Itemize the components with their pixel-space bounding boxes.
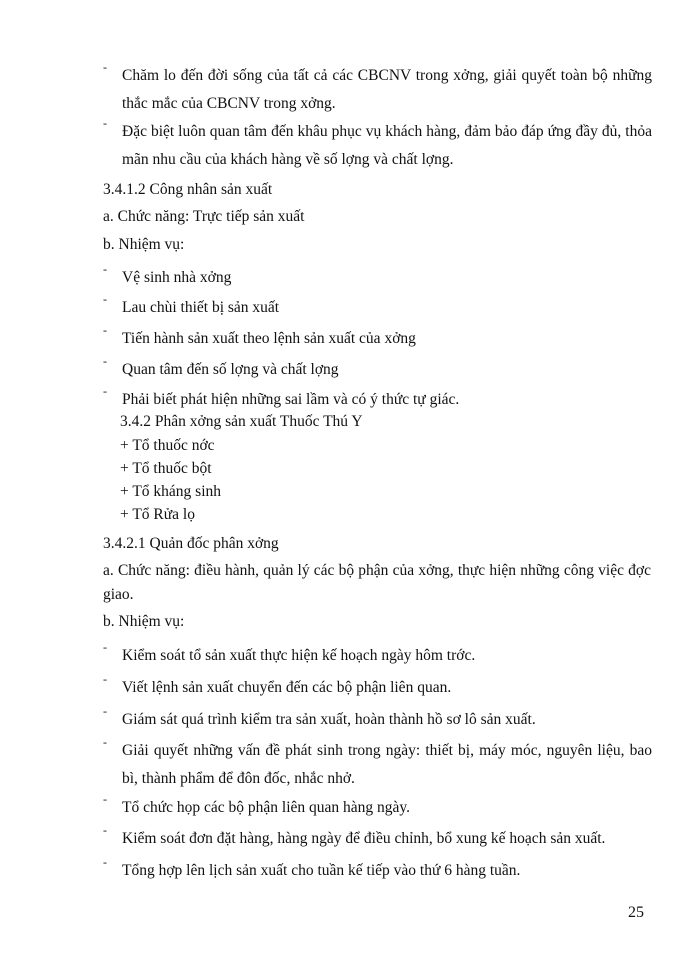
duty-line: b. Nhiệm vụ: [103, 236, 185, 253]
bullet-dash: - [103, 323, 107, 337]
list-item-text: Vệ sinh nhà xởng [122, 269, 232, 286]
section-heading: 3.4.1.2 Công nhân sản xuất [103, 181, 273, 198]
list-item-text: Tổ chức họp các bộ phận liên quan hàng ngày. [122, 799, 411, 816]
bullet-dash: - [103, 704, 107, 718]
list-item-text: Kiểm soát đơn đặt hàng, hàng ngày để điều chỉnh, bổ xung kế hoạch sản xuất. [122, 830, 606, 847]
list-item-text: Viết lệnh sản xuất chuyển đến các bộ phận liên quan. [122, 679, 452, 696]
team-item: + Tổ kháng sinh [120, 483, 222, 500]
bullet-dash: - [103, 384, 107, 398]
team-item: + Tổ thuốc bột [120, 460, 212, 477]
bullet-dash: - [103, 60, 107, 74]
function-line: a. Chức năng: điều hành, quản lý các bộ phận của xởng, thực hiện những công việc đợc giao. [103, 562, 651, 603]
list-item-text: Phải biết phát hiện những sai lầm và có ý thức tự giác. [122, 391, 460, 408]
bullet-dash: - [103, 292, 107, 306]
list-item-text: Tổng hợp lên lịch sản xuất cho tuần kế tiếp vào thứ 6 hàng tuần. [122, 862, 521, 879]
duty-line: b. Nhiệm vụ: [103, 613, 185, 630]
team-item: + Tổ Rửa lọ [120, 506, 195, 523]
section-heading: 3.4.2.1 Quản đốc phân xởng [103, 535, 279, 552]
bullet-dash: - [103, 735, 107, 749]
page-number: 25 [628, 904, 644, 921]
list-item-text: Đặc biệt luôn quan tâm đến khâu phục vụ khách hàng, đảm bảo đáp ứng đầy đủ, thỏa mãn nhu cầu của khách hàng về số lợng và chất lợng. [122, 123, 652, 168]
list-item-text: Kiểm soát tổ sản xuất thực hiện kế hoạch ngày hôm trớc. [122, 647, 476, 664]
list-item-text: Quan tâm đến số lợng và chất lợng [122, 361, 339, 378]
bullet-dash: - [103, 116, 107, 130]
list-item-text: Giải quyết những vấn đề phát sinh trong ngày: thiết bị, máy móc, nguyên liệu, bao bì, thành phẩm để đôn đốc, nhắc nhở. [122, 742, 652, 787]
bullet-dash: - [103, 792, 107, 806]
section-heading: 3.4.2 Phân xởng sản xuất Thuốc Thú Y [120, 413, 363, 430]
list-item-text: Tiến hành sản xuất theo lệnh sản xuất của xởng [122, 330, 416, 347]
list-item-text: Lau chùi thiết bị sản xuất [122, 299, 280, 316]
bullet-dash: - [103, 640, 107, 654]
bullet-dash: - [103, 354, 107, 368]
bullet-dash: - [103, 262, 107, 276]
bullet-dash: - [103, 672, 107, 686]
bullet-dash: - [103, 855, 107, 869]
function-line: a. Chức năng: Trực tiếp sản xuất [103, 208, 305, 225]
bullet-dash: - [103, 823, 107, 837]
team-item: + Tổ thuốc nớc [120, 437, 215, 454]
list-item-text: Chăm lo đến đời sống của tất cả các CBCNV trong xởng, giải quyết toàn bộ những thắc mắc của CBCNV trong xởng. [122, 67, 652, 112]
list-item-text: Giám sát quá trình kiểm tra sản xuất, hoàn thành hồ sơ lô sản xuất. [122, 711, 536, 728]
